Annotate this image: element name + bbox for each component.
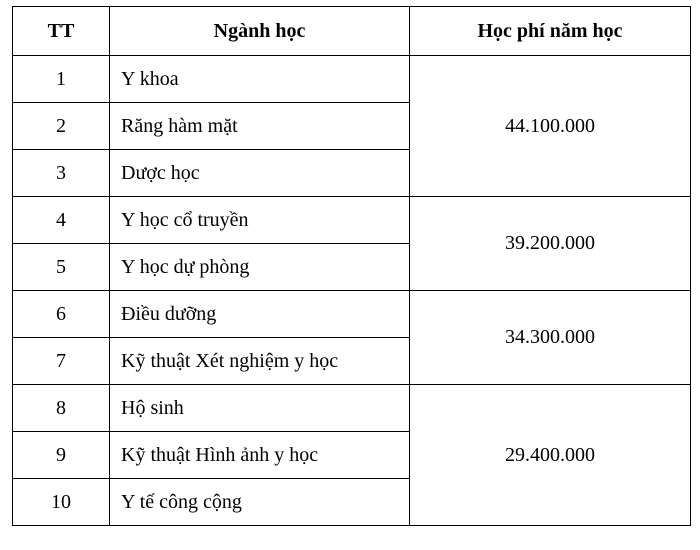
- tuition-fee-cell: 44.100.000: [410, 56, 691, 197]
- row-number: 1: [13, 56, 110, 103]
- tuition-fee-cell: 39.200.000: [410, 197, 691, 291]
- major-name: Răng hàm mặt: [110, 103, 410, 150]
- row-number: 6: [13, 291, 110, 338]
- row-number: 9: [13, 432, 110, 479]
- major-name: Điều dưỡng: [110, 291, 410, 338]
- table-row: [13, 56, 691, 103]
- header-major: Ngành học: [110, 7, 410, 56]
- major-name: Kỹ thuật Xét nghiệm y học: [110, 338, 410, 385]
- header-tuition-fee: Học phí năm học: [410, 7, 691, 56]
- row-number: 4: [13, 197, 110, 244]
- table-row: [13, 291, 691, 338]
- major-name: Dược học: [110, 150, 410, 197]
- tuition-fee-cell: 34.300.000: [410, 291, 691, 385]
- major-name: Y học cổ truyền: [110, 197, 410, 244]
- major-name: Y khoa: [110, 56, 410, 103]
- header-tt: TT: [13, 7, 110, 56]
- table-row: [13, 197, 691, 244]
- row-number: 10: [13, 479, 110, 526]
- major-name: Y học dự phòng: [110, 244, 410, 291]
- tuition-fee-table: [12, 6, 691, 526]
- table-row: [13, 385, 691, 432]
- row-number: 5: [13, 244, 110, 291]
- table-header-row: [13, 7, 691, 56]
- row-number: 7: [13, 338, 110, 385]
- row-number: 3: [13, 150, 110, 197]
- row-number: 8: [13, 385, 110, 432]
- tuition-fee-cell: 29.400.000: [410, 385, 691, 526]
- major-name: Hộ sinh: [110, 385, 410, 432]
- row-number: 2: [13, 103, 110, 150]
- major-name: Kỹ thuật Hình ảnh y học: [110, 432, 410, 479]
- major-name: Y tế công cộng: [110, 479, 410, 526]
